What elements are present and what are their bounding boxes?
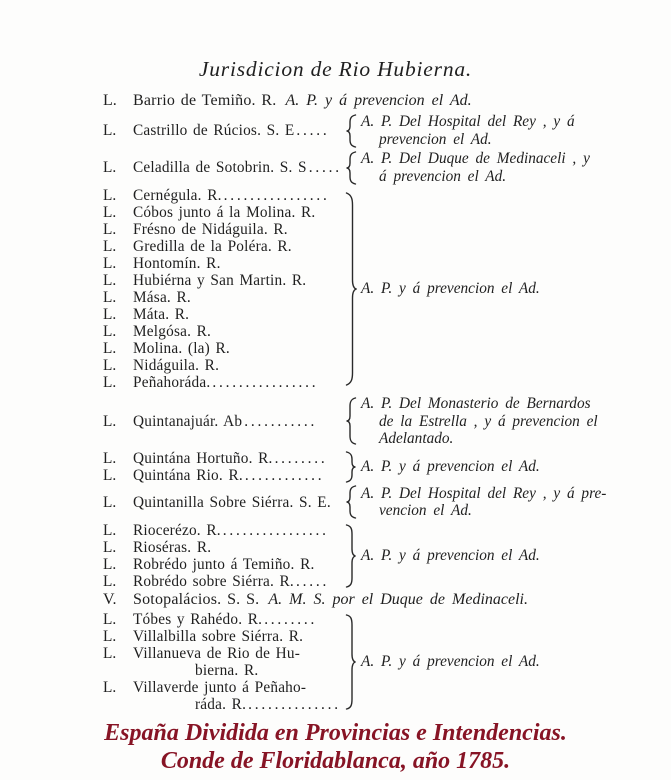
place-name: Frésno de Nidáguila. R. — [133, 221, 288, 238]
place-name: Peñahoráda. — [133, 374, 211, 391]
dot-leader: ........ — [274, 449, 328, 467]
place-prefix: L. — [103, 357, 117, 374]
place-line — [103, 159, 345, 176]
place-prefix: L. — [103, 255, 117, 272]
place-name: Mása. R. — [133, 289, 191, 306]
place-name: Robrédo junto á Temiño. R. — [133, 555, 315, 573]
dot-leader: ................ — [222, 521, 329, 539]
place-prefix: L. — [103, 187, 117, 204]
dot-leader: ................ — [223, 187, 330, 204]
place-names — [103, 159, 345, 176]
place-name: Molina. (la) R. — [133, 340, 230, 357]
source-author: Conde de Floridablanca, año 1785. — [160, 747, 511, 774]
place-line — [103, 323, 345, 340]
dot-leader: ..... — [308, 159, 342, 176]
place-prefix: L. — [103, 412, 117, 430]
place-line — [103, 645, 345, 662]
place-prefix: L. — [103, 449, 117, 467]
place-name: Rioséras. R. — [133, 538, 212, 556]
place-line — [103, 272, 345, 289]
place-prefix: L. — [103, 538, 117, 556]
note-line: A. P. Del Duque de Medinaceli , y — [361, 150, 590, 167]
jurisdiction-note — [361, 485, 606, 520]
note-line: vencion el Ad. — [379, 502, 472, 519]
closing-brace-icon — [345, 614, 357, 710]
place-name: Hubiérna y San Martin. R. — [133, 272, 307, 289]
entry-group-cernegula-penahorada — [103, 187, 665, 391]
place-names — [103, 450, 345, 484]
place-name: Máta. R. — [133, 306, 190, 323]
place-names — [103, 611, 345, 713]
entry-group-riocerezo-robredo — [103, 522, 665, 590]
place-prefix: L. — [103, 122, 117, 139]
footer-caption — [0, 719, 671, 775]
place-names — [103, 413, 345, 431]
place-line — [103, 556, 345, 573]
entry-group-tobes-villaverde — [103, 611, 665, 713]
place-name: Cóbos junto á la Molina. R. — [133, 204, 316, 221]
entry-barrio-de-temino — [103, 92, 665, 110]
place-name: Riocerézo. R. — [133, 521, 221, 539]
jurisdiction-note: A. M. S. por el Duque de Medinaceli. — [268, 590, 528, 608]
place-line — [103, 679, 345, 696]
place-prefix: L. — [103, 221, 117, 238]
place-prefix: L. — [103, 204, 117, 221]
jurisdiction-note — [361, 395, 598, 448]
place-prefix: L. — [103, 289, 117, 306]
place-line — [103, 374, 345, 391]
place-line — [103, 238, 345, 255]
place-name: Sotopalácios. S. S. — [133, 590, 260, 608]
place-line — [103, 494, 345, 511]
jurisdiction-note — [361, 113, 575, 148]
place-name: Villanueva de Rio de Hu- — [133, 644, 301, 662]
place-prefix: L. — [103, 340, 117, 357]
dot-leader: ..... — [295, 572, 330, 590]
jurisdiction-list — [103, 92, 665, 713]
entry-celadilla-de-sotobrin — [103, 150, 665, 185]
note-line: A. P. Del Monasterio de Bernardos — [361, 395, 591, 412]
place-prefix: L. — [103, 555, 117, 573]
place-name: Cernégula. R. — [133, 187, 222, 204]
source-title: España Dividida en Provincias e Intendencias. — [104, 719, 567, 746]
note-line: de la Estrella , y á prevencion el — [379, 412, 598, 430]
place-line — [103, 306, 345, 323]
dot-leader: ................ — [212, 374, 319, 391]
note-line: A. P. Del Hospital del Rey , y á — [361, 113, 575, 130]
place-prefix: L. — [103, 272, 117, 289]
place-prefix: L. — [103, 466, 117, 484]
place-name: bierna. R. — [195, 661, 259, 679]
place-names — [103, 122, 345, 139]
jurisdiction-note: A. P. y á prevencion el Ad. — [361, 280, 540, 298]
place-name: Robrédo sobre Siérra. R. — [133, 572, 294, 590]
place-name: Quintanilla Sobre Siérra. S. E. — [133, 493, 331, 511]
place-name: Villaverde junto á Peñaho- — [133, 678, 307, 696]
jurisdiction-note: A. P. y á prevencion el Ad. — [361, 652, 540, 670]
place-line — [103, 187, 345, 204]
place-line — [103, 221, 345, 238]
closing-brace-icon — [345, 192, 357, 386]
place-line — [103, 539, 345, 556]
opening-brace-icon — [345, 151, 357, 185]
place-line-continuation — [103, 662, 345, 679]
place-prefix: L. — [103, 306, 117, 323]
place-line — [103, 450, 345, 467]
note-line: A. P. Del Hospital del Rey , y á pre- — [361, 484, 607, 502]
place-prefix: L. — [103, 374, 117, 391]
place-name: Celadilla de Sotobrin. S. S — [133, 159, 307, 176]
place-prefix: L. — [103, 627, 117, 645]
entry-sotopalacios — [103, 591, 665, 609]
place-prefix: L. — [103, 238, 117, 255]
entry-group-quintana — [103, 450, 665, 484]
place-prefix: L. — [103, 644, 117, 662]
note-line: Adelantado. — [379, 430, 454, 447]
entry-castrillo-de-rucios — [103, 113, 665, 148]
place-prefix: L. — [103, 678, 117, 696]
jurisdiction-note: A. P. y á prevencion el Ad. — [285, 92, 472, 109]
place-prefix: L. — [103, 572, 117, 590]
place-name: Villalbilla sobre Siérra. R. — [133, 627, 304, 645]
place-name: Quintána Hortuño. R. — [133, 449, 273, 467]
closing-brace-icon — [345, 451, 357, 483]
place-line — [103, 522, 345, 539]
place-line — [103, 611, 345, 628]
place-prefix: L. — [103, 159, 117, 176]
dot-leader: ..... — [296, 122, 330, 139]
place-names — [103, 187, 345, 391]
place-prefix: V. — [103, 590, 117, 608]
place-line-continuation — [103, 696, 345, 713]
place-line — [103, 467, 345, 484]
dot-leader: ........... — [244, 412, 318, 430]
dot-leader: ............ — [244, 466, 325, 484]
place-prefix: L. — [103, 323, 117, 340]
place-name: Melgósa. R. — [133, 323, 212, 340]
place-line — [103, 340, 345, 357]
opening-brace-icon — [345, 485, 357, 519]
place-line — [103, 573, 345, 590]
place-name: Quintána Rio. R. — [133, 466, 243, 484]
place-line — [103, 204, 345, 221]
note-line: á prevencion el Ad. — [379, 167, 507, 185]
page-title: Jurisdicion de Rio Hubierna. — [198, 57, 473, 81]
note-line: prevencion el Ad. — [379, 130, 492, 148]
place-line — [103, 628, 345, 645]
place-line — [103, 289, 345, 306]
place-name: Nidáguila. R. — [133, 357, 220, 374]
opening-brace-icon — [345, 114, 357, 148]
place-name: Tóbes y Rahédo. R. — [133, 610, 263, 628]
place-line — [103, 357, 345, 374]
jurisdiction-note: A. P. y á prevencion el Ad. — [361, 546, 540, 564]
place-line — [103, 255, 345, 272]
jurisdiction-note: A. P. y á prevencion el Ad. — [361, 457, 540, 475]
opening-brace-icon — [345, 397, 357, 445]
place-name: Quintanajuár. Ab — [133, 412, 243, 430]
place-prefix: L. — [103, 521, 117, 539]
place-names — [103, 522, 345, 590]
entry-quintanilla-sobre-sierra — [103, 485, 665, 520]
place-names — [103, 494, 345, 511]
entry-quintanajuar — [103, 395, 665, 448]
place-name: Castrillo de Rúcios. S. E — [133, 122, 295, 139]
place-line — [103, 122, 345, 139]
place-name: Gredilla de la Poléra. R. — [133, 238, 292, 255]
place-name: ráda. R. — [195, 695, 247, 713]
place-prefix: L. — [103, 610, 117, 628]
place-prefix: L. — [103, 92, 117, 109]
place-name: Hontomín. R. — [133, 255, 221, 272]
place-line — [103, 413, 345, 431]
place-name: Barrio de Temiño. R. — [133, 92, 277, 109]
dot-leader: ........ — [264, 610, 318, 628]
place-prefix: L. — [103, 493, 117, 511]
dot-leader: .............. — [248, 695, 341, 713]
jurisdiction-note — [361, 150, 590, 185]
closing-brace-icon — [345, 524, 357, 588]
